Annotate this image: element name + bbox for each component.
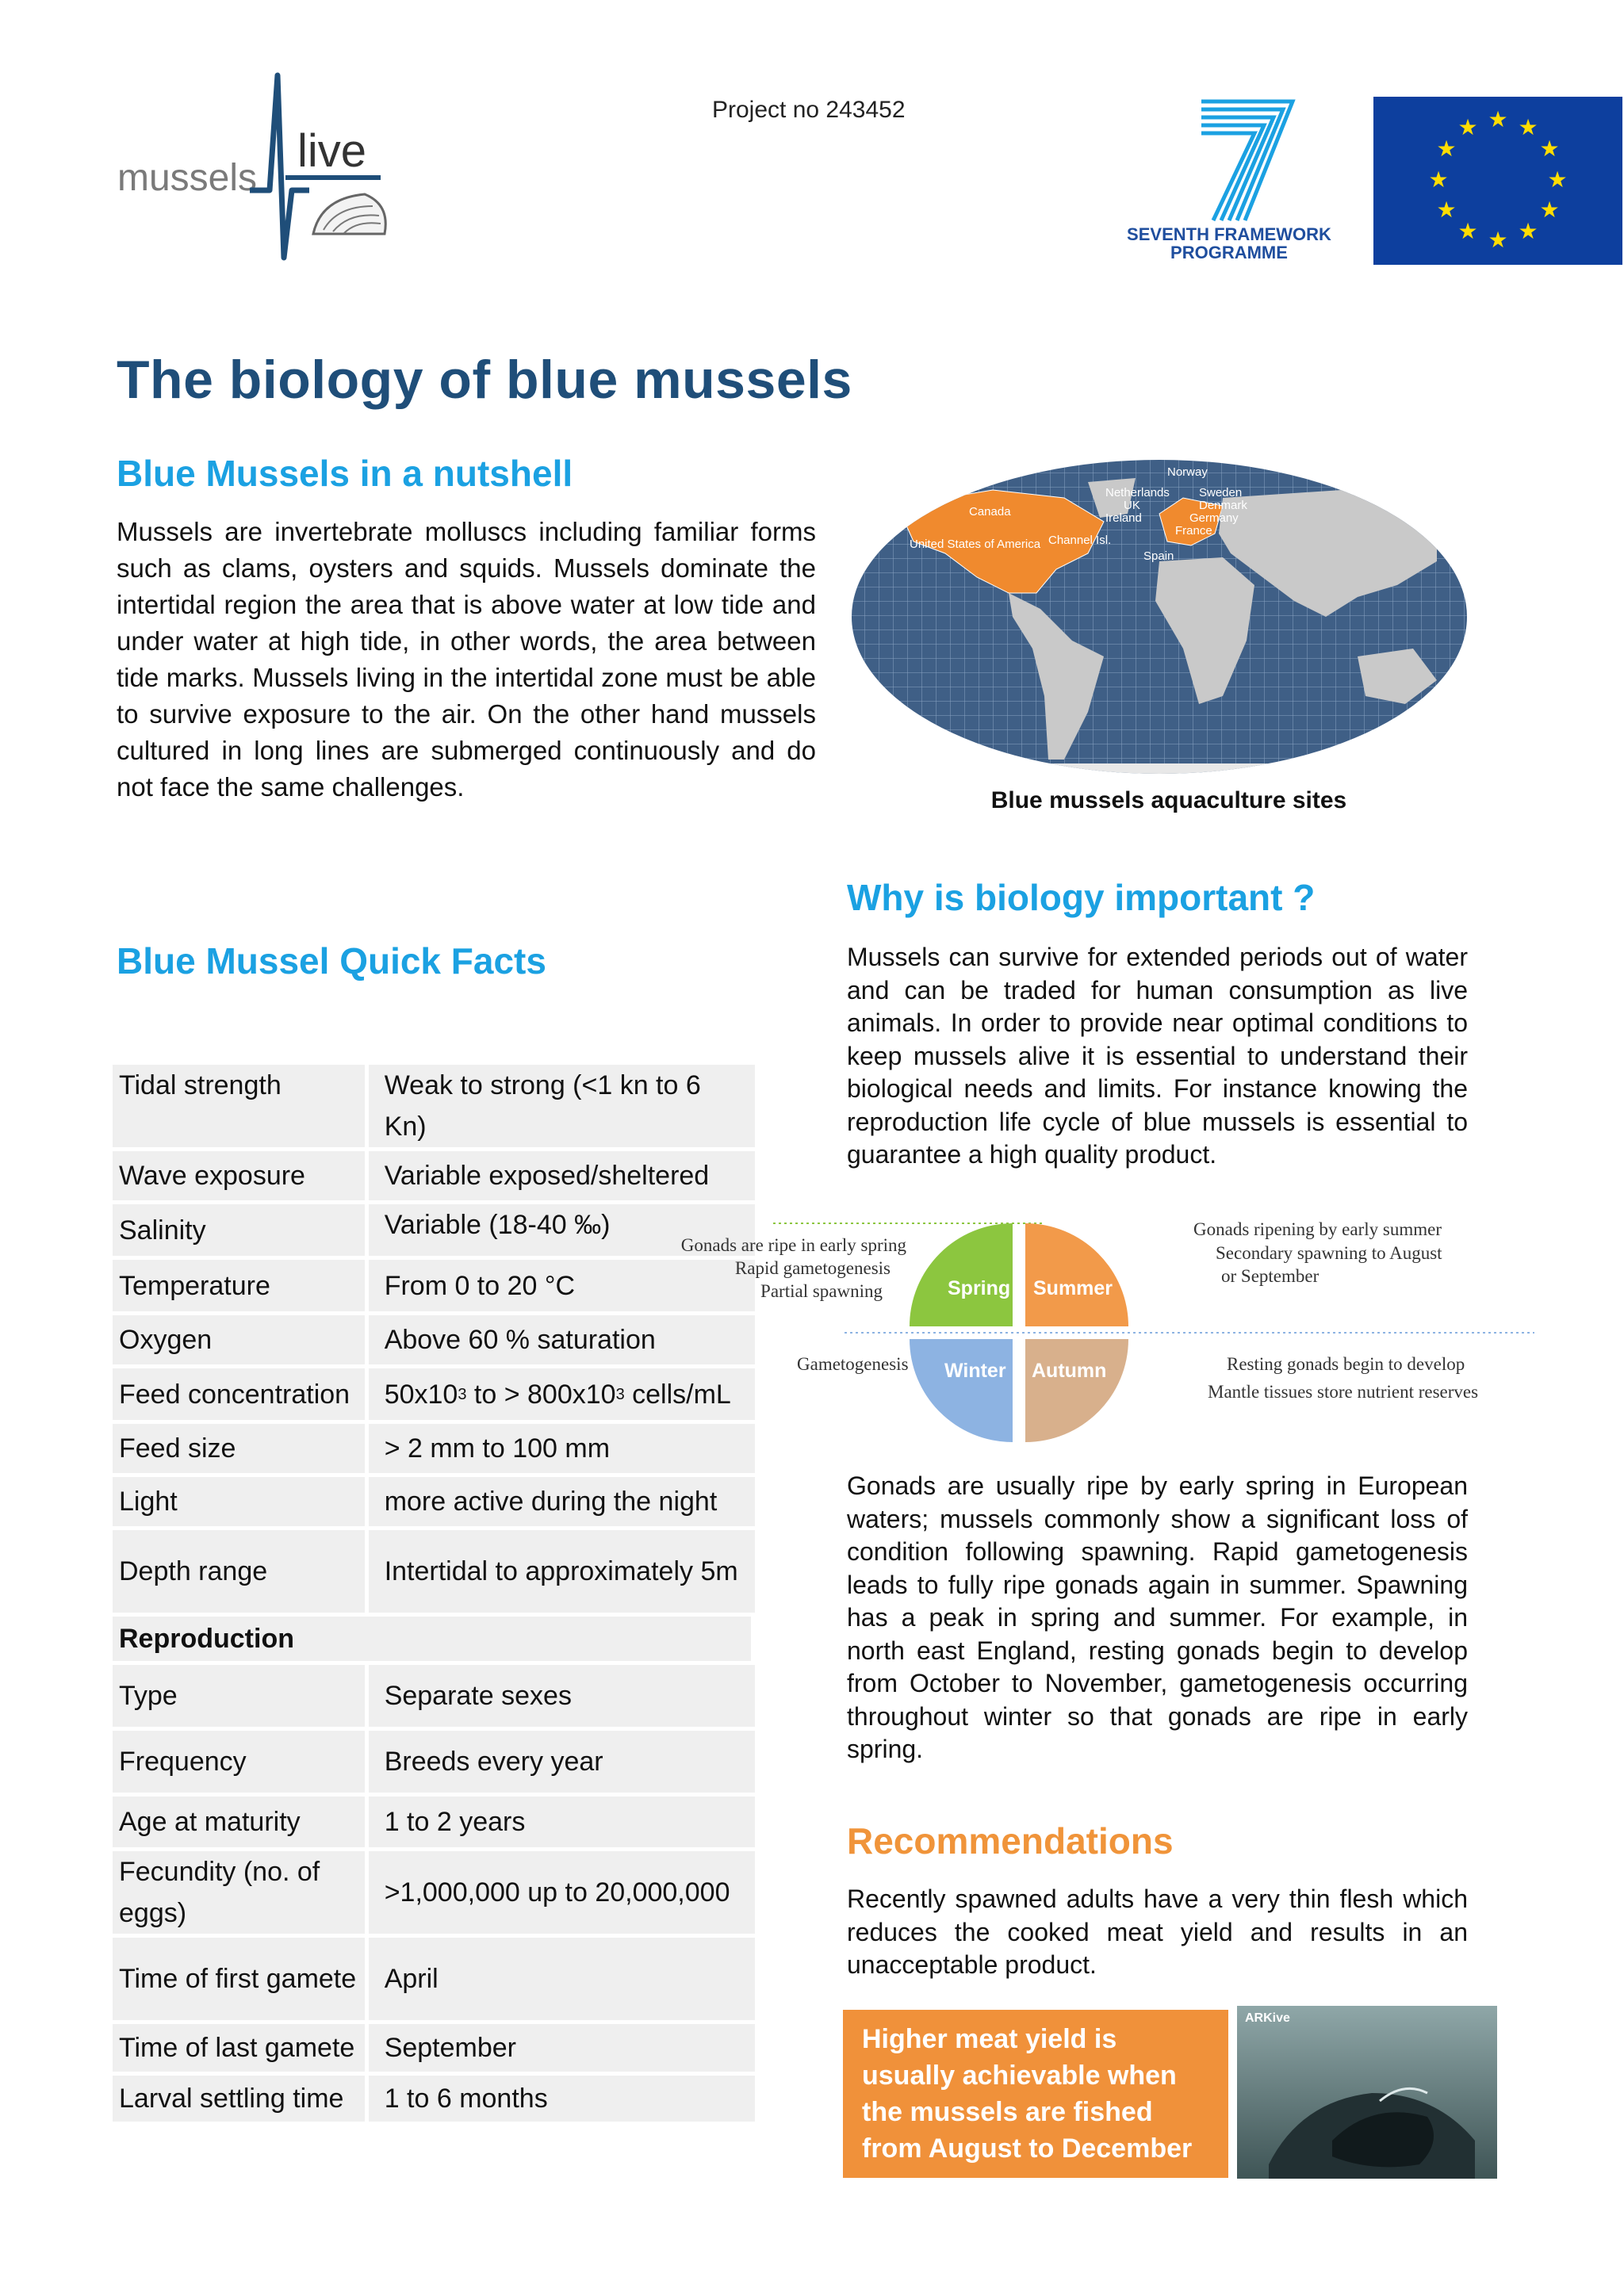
svg-text:★: ★: [1436, 197, 1457, 223]
summer-note-2: Secondary spawning to August: [1216, 1243, 1442, 1263]
fp7-line2: PROGRAMME: [1170, 243, 1288, 262]
nutshell-text: Mussels are invertebrate molluscs including familiar forms such as clams, oysters and squids. Mussels dominate the intertidal region the area that is above water at low tide and under water at high tide, in other words, the area between tide marks. Mussels living in the intertidal zone must be able to survive exposure to the air. On the other hand mussels cultured in long lines are submerged continuously and do not face the same challenges.: [117, 517, 816, 802]
world-map: [850, 458, 1469, 775]
project-number: Project no 243452: [712, 97, 906, 123]
fact-label: Age at maturity: [113, 1797, 365, 1847]
map-label-ireland: Ireland: [1105, 511, 1142, 525]
winter-note-1: Gametogenesis: [797, 1354, 909, 1374]
svg-text:★: ★: [1518, 114, 1538, 140]
quick-facts-table: [113, 1065, 755, 2126]
feed-conc-c: cells/mL: [624, 1379, 731, 1410]
fact-label: Frequency: [113, 1731, 365, 1793]
nutshell-heading: Blue Mussels in a nutshell: [117, 453, 573, 494]
fact-value: Weak to strong (<1 kn to 6 Kn): [369, 1065, 755, 1147]
gonads-text: Gonads are usually ripe by early spring in European waters; mussels commonly show a significant loss of condition following spawning. Rapid gametogenesis leads to fully ripe gonads again in summer. Spawning has a peak in spring and summer. For example, in north east England, resting gonads begin to develop from October to November, gametogenesis occurring throughout winter so that gonads are ripe in early spring.: [847, 1471, 1468, 1763]
winter-label: Winter: [944, 1360, 1006, 1382]
table-row: [113, 1731, 755, 1793]
fact-value: > 2 mm to 100 mm: [369, 1424, 755, 1473]
feed-conc-b: to > 800x10: [466, 1379, 616, 1410]
table-row: [113, 1617, 755, 1661]
eu-flag: [1373, 97, 1622, 265]
table-row: [113, 1851, 755, 1934]
summer-note-3: or September: [1221, 1266, 1320, 1286]
callout-line-2: usually achievable when: [862, 2061, 1177, 2091]
fact-label: Larval settling time: [113, 2076, 365, 2122]
table-row: [113, 1260, 755, 1311]
fact-label: Depth range: [113, 1530, 365, 1613]
callout-line-1: Higher meat yield is: [862, 2024, 1117, 2054]
fact-section-reproduction: Reproduction: [113, 1617, 751, 1661]
spring-note-1: Gonads are ripe in early spring: [680, 1235, 906, 1255]
quadrant-autumn: [1025, 1339, 1128, 1442]
map-caption: Blue mussels aquaculture sites: [990, 787, 1347, 813]
fact-label: Temperature: [113, 1260, 365, 1311]
table-row: [113, 1315, 755, 1364]
fact-value: Breeds every year: [369, 1731, 755, 1793]
logo-mussels-text: mussels: [117, 157, 258, 199]
recommendations-text: Recently spawned adults have a very thin flesh which reduces the cooked meat yield and results in an unacceptable product.: [847, 1885, 1468, 1979]
map-label-uk: UK: [1124, 499, 1140, 512]
table-row: [113, 1665, 755, 1727]
logo-alive-text: live: [297, 125, 367, 177]
map-label-canada: Canada: [969, 505, 1011, 519]
fact-value: Intertidal to approximately 5m: [369, 1530, 755, 1613]
meat-yield-callout: [843, 2010, 1228, 2178]
map-label-spain: Spain: [1143, 549, 1174, 563]
map-label-sweden: Sweden: [1199, 486, 1243, 499]
fact-label: Feed size: [113, 1424, 365, 1473]
map-label-norway: Norway: [1167, 465, 1208, 479]
table-row: [113, 1797, 755, 1847]
svg-text:★: ★: [1518, 218, 1538, 244]
svg-text:★: ★: [1457, 218, 1478, 244]
table-row: [113, 1368, 755, 1420]
fp7-line1: SEVENTH FRAMEWORK: [1127, 224, 1331, 244]
svg-text:★: ★: [1539, 136, 1560, 162]
fact-label: Tidal strength: [113, 1065, 365, 1147]
fact-value: September: [369, 2024, 755, 2072]
table-row: [113, 1424, 755, 1473]
fact-value: From 0 to 20 °C: [369, 1260, 755, 1311]
map-label-germany: Germany: [1189, 511, 1239, 525]
table-row: [113, 1065, 755, 1147]
fact-value: more active during the night: [369, 1477, 755, 1526]
page-title: The biology of blue mussels: [117, 350, 852, 410]
spring-note-2: Rapid gametogenesis: [734, 1258, 891, 1278]
table-row: [113, 2024, 755, 2072]
autumn-note-2: Mantle tissues store nutrient reserves: [1208, 1382, 1479, 1402]
svg-text:★: ★: [1539, 197, 1560, 223]
why-heading: Why is biology important ?: [847, 877, 1316, 918]
fact-label: Wave exposure: [113, 1151, 365, 1200]
callout-line-4: from August to December: [862, 2133, 1193, 2164]
map-label-channel: Channel Isl.: [1048, 534, 1112, 547]
fact-label: Time of first gamete: [113, 1938, 365, 2020]
quadrant-spring: [910, 1223, 1013, 1326]
spring-note-3: Partial spawning: [760, 1281, 883, 1301]
recommendations-heading: Recommendations: [847, 1820, 1174, 1862]
why-text: Mussels can survive for extended periods out of water and can be traded for human consumption as live animals. In order to provide near optimal conditions to keep mussels alive it is essential to understand their biological needs and limits. For instance knowing the reproduction life cycle of blue mussels is essential to guarantee a high quality product.: [847, 943, 1468, 1169]
svg-text:★: ★: [1428, 166, 1449, 193]
fact-label: Type: [113, 1665, 365, 1727]
table-row: [113, 1477, 755, 1526]
fact-label: Time of last gamete: [113, 2024, 365, 2072]
fact-label: Feed concentration: [113, 1368, 365, 1420]
fact-value: Separate sexes: [369, 1665, 755, 1727]
fact-value: Variable exposed/sheltered: [369, 1151, 755, 1200]
spring-label: Spring: [948, 1277, 1011, 1299]
feed-conc-a: 50x10: [384, 1379, 458, 1410]
fact-value: 1 to 2 years: [369, 1797, 755, 1847]
fact-value: Above 60 % saturation: [369, 1315, 755, 1364]
svg-text:★: ★: [1488, 106, 1508, 132]
svg-text:★: ★: [1547, 166, 1568, 193]
callout-line-3: the mussels are fished: [862, 2097, 1153, 2127]
quadrant-summer: [1025, 1223, 1128, 1326]
table-row: [113, 1938, 755, 2020]
fact-label: Light: [113, 1477, 365, 1526]
fact-value: >1,000,000 up to 20,000,000: [369, 1851, 755, 1934]
summer-note-1: Gonads ripening by early summer: [1193, 1219, 1442, 1239]
quadrant-winter: [910, 1339, 1013, 1442]
table-row: [113, 1151, 755, 1200]
fact-label: Salinity: [113, 1204, 365, 1256]
table-row: [113, 1204, 755, 1256]
quick-facts-heading: Blue Mussel Quick Facts: [117, 940, 546, 982]
svg-text:★: ★: [1457, 114, 1478, 140]
map-label-usa: United States of America: [910, 538, 1041, 551]
fact-label: Oxygen: [113, 1315, 365, 1364]
autumn-label: Autumn: [1032, 1360, 1107, 1382]
fact-value: April: [369, 1938, 755, 2020]
table-row: [113, 1530, 755, 1613]
svg-text:★: ★: [1436, 136, 1457, 162]
map-label-denmark: Denmark: [1199, 499, 1247, 512]
summer-label: Summer: [1033, 1277, 1113, 1299]
mussels-alive-logo: [111, 63, 404, 270]
arkive-label: ARKive: [1245, 2011, 1290, 2025]
fact-value: 50x10 3 to > 800x10 3 cells/mL: [369, 1368, 755, 1420]
fact-value: 1 to 6 months: [369, 2076, 755, 2122]
fact-value: Variable (18-40 ‰): [369, 1204, 755, 1256]
map-label-netherlands: Netherlands: [1105, 486, 1170, 499]
autumn-note-1: Resting gonads begin to develop: [1227, 1354, 1465, 1374]
mussel-photo: [1237, 2006, 1497, 2179]
svg-text:★: ★: [1488, 227, 1508, 253]
fp7-logo: [1126, 94, 1332, 270]
map-label-france: France: [1175, 524, 1212, 538]
fact-label: Fecundity (no. of eggs): [113, 1851, 365, 1934]
reproduction-cycle-diagram: [680, 1215, 1534, 1453]
table-row: [113, 2076, 755, 2122]
